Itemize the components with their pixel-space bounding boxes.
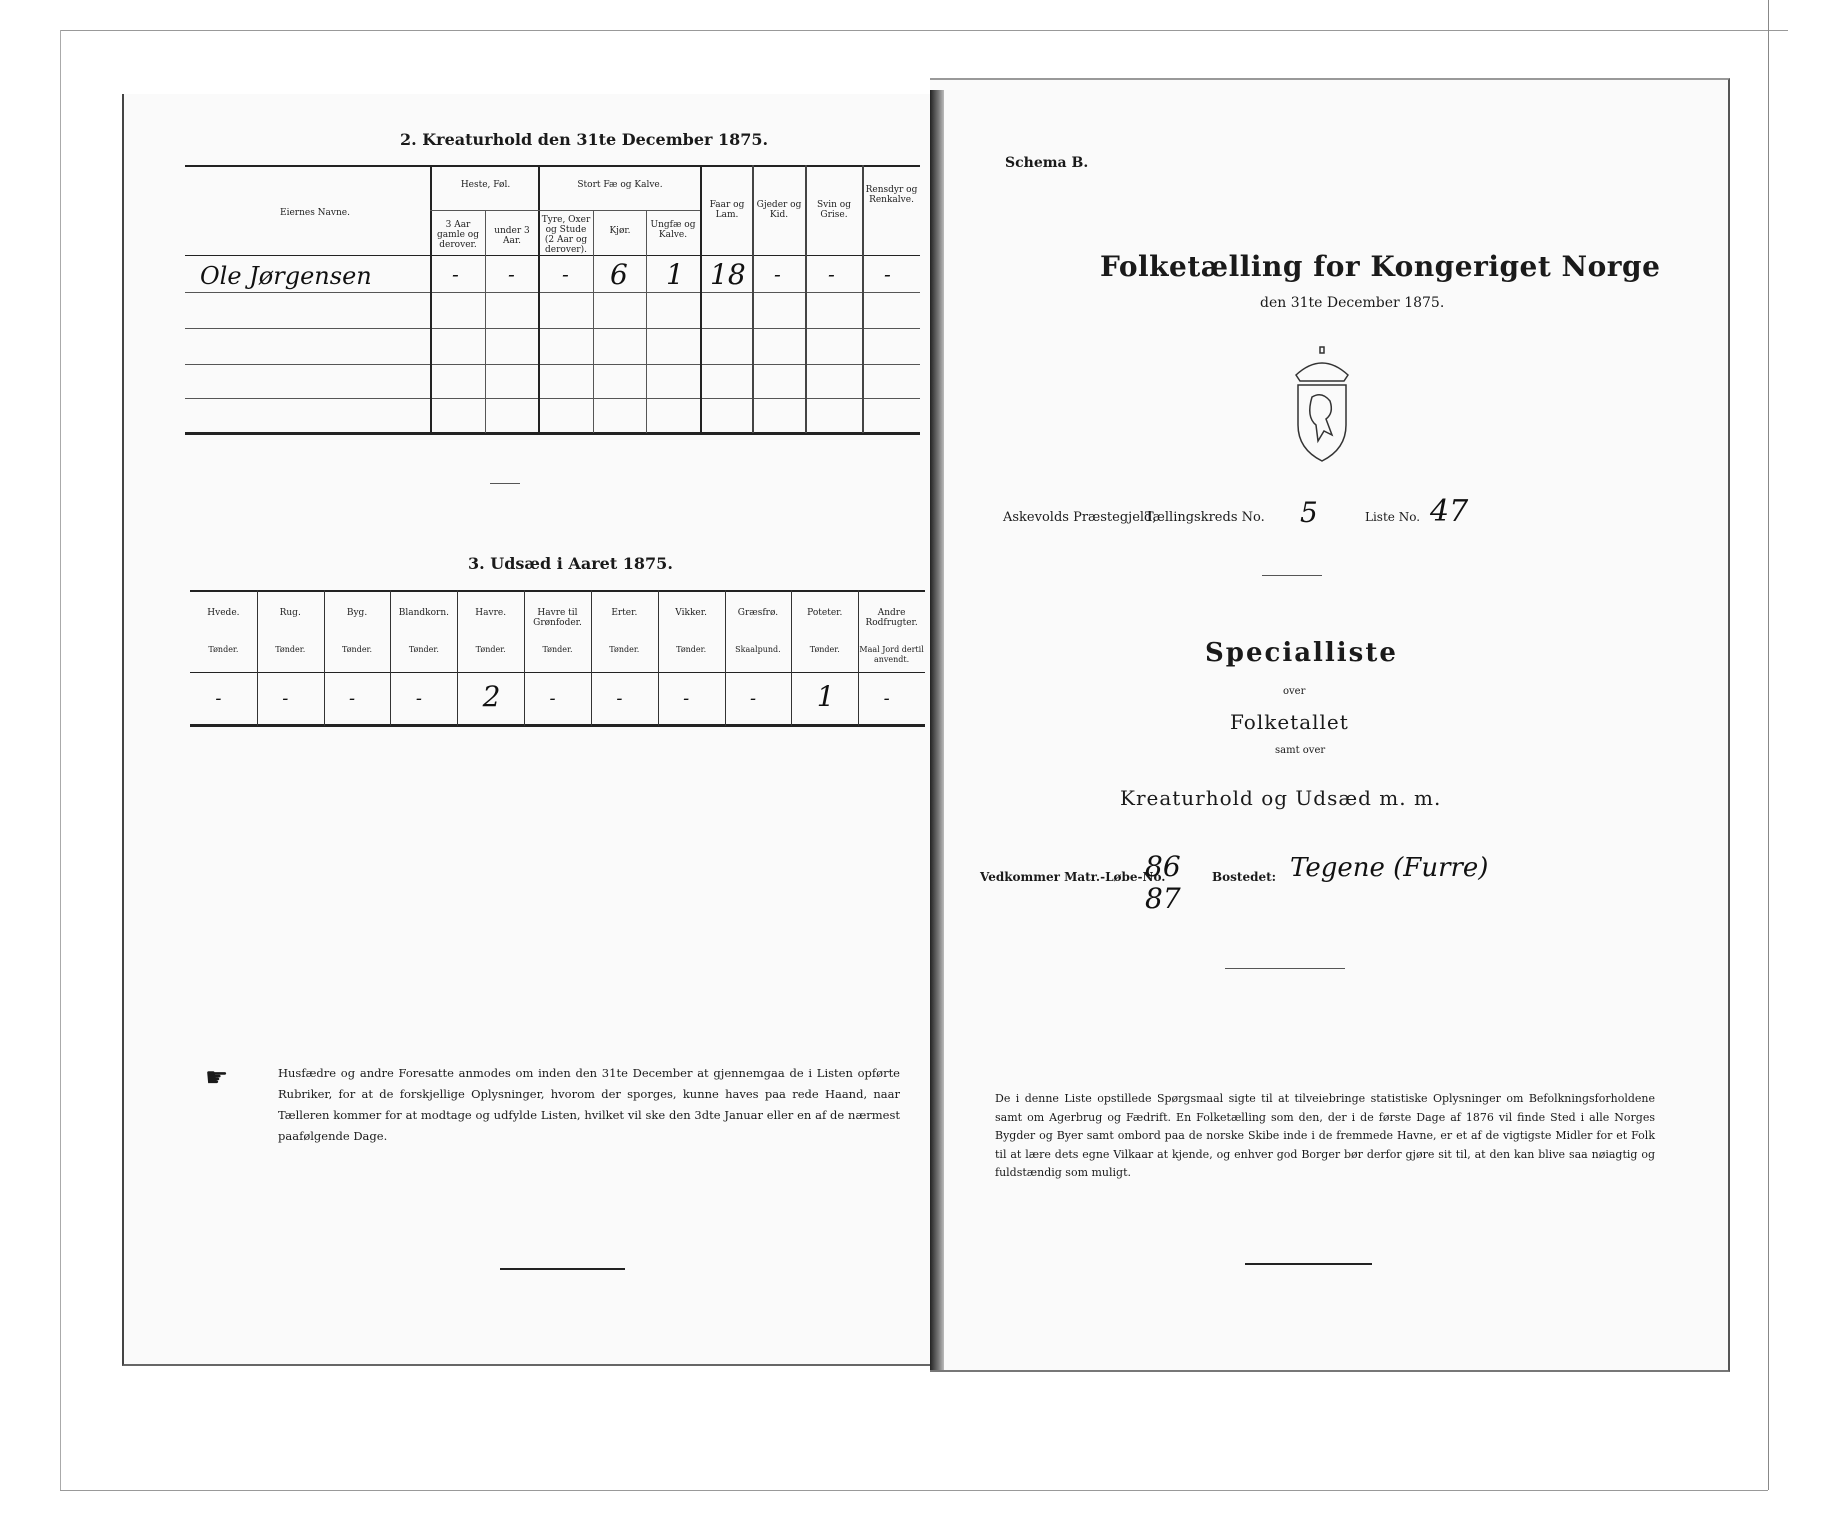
notice-text: Husfædre og andre Foresatte anmodes om inden den 31te December at gjennemgaa de i Listen opførte Rubriker, for at de forskjellige Oplysninger, hvorom der sporges, kunne haves paa rede Haand, naar Tælleren kommer for at modtage og udfylde Listen, hvilket vil ske den 3dte Januar eller en af de nærmest paafølgende Dage. — [278, 1066, 900, 1143]
book-spine — [930, 90, 944, 1370]
seed-unit-9: Tønder. — [809, 645, 840, 654]
footer-text: De i denne Liste opstillede Spørgsmaal sigte til at tilveiebringe statistiske Oplysninger om Befolkningsforholdene samt om Agerbrug og Fædrift. En Folketælling som den, der i de første Dage af 1876 vil finde Sted i alle Norges Bygder og Byer samt ombord paa de norske Skibe inde i de fremmede Havne, er et af de vigtigste Midler for et Folk til at lære dets egne Vilkaar at kjende, og enhver god Borger bør derfor gjøre sit til, at den kan blive saa nøiagtig og fuldstændig som muligt. — [995, 1092, 1655, 1179]
value-tyre: - — [562, 262, 569, 286]
over-text: over — [1283, 686, 1306, 697]
header-rensdyr: Rensdyr og Renkalve. — [865, 185, 918, 205]
prestegjeld-label: Askevolds Præstegjeld, — [1003, 510, 1157, 525]
seed-unit-10: Maal Jord dertil anvendt. — [859, 645, 924, 664]
header-stort-fae: Stort Fæ og Kalve. — [577, 180, 663, 190]
seed-unit-3: Tønder. — [408, 645, 439, 654]
kreaturhold-heading: Kreaturhold og Udsæd m. m. — [1120, 786, 1442, 810]
seed-unit-1: Tønder. — [275, 645, 306, 654]
seed-header-2: Byg. — [346, 608, 368, 618]
seed-value-2: - — [349, 688, 356, 709]
seed-value-10: - — [883, 688, 890, 709]
header-ungfae: Ungfæ og Kalve. — [650, 220, 696, 240]
seed-header-0: Hvede. — [207, 608, 240, 618]
value-kjor: 6 — [610, 258, 628, 291]
document-title: Folketælling for Kongeriget Norge — [1100, 250, 1661, 283]
liste-value: 47 — [1430, 494, 1469, 529]
seed-header-4: Havre. — [475, 608, 507, 618]
specialliste-heading: Specialliste — [1205, 638, 1398, 668]
bosted-label: Bostedet: — [1212, 870, 1277, 884]
header-tyre: Tyre, Oxer og Stude (2 Aar og derover). — [541, 215, 591, 255]
pointing-hand-icon: ☛ — [205, 1063, 229, 1093]
seed-header-6: Erter. — [611, 608, 638, 618]
header-faar: Faar og Lam. — [709, 200, 745, 220]
header-heste-young: under 3 Aar. — [494, 226, 530, 246]
seed-unit-2: Tønder. — [342, 645, 373, 654]
header-heste-old: 3 Aar gamle og derover. — [437, 220, 479, 250]
value-rensdyr: - — [884, 262, 891, 286]
schema-label: Schema B. — [1005, 155, 1089, 171]
seed-value-9: 1 — [816, 680, 835, 713]
seed-header-5: Havre til Grønfoder. — [533, 608, 582, 628]
seed-value-7: - — [683, 688, 690, 709]
folketallet-heading: Folketallet — [1230, 710, 1349, 734]
seed-value-8: - — [749, 688, 757, 709]
seed-header-9: Poteter. — [807, 608, 843, 618]
seed-value-6: - — [616, 688, 623, 709]
seed-unit-4: Tønder. — [475, 645, 506, 654]
seed-unit-5: Tønder. — [542, 645, 573, 654]
seed-header-3: Blandkorn. — [398, 608, 449, 618]
liste-label: Liste No. — [1365, 510, 1421, 524]
seed-value-3: - — [415, 688, 422, 709]
value-heste-young: - — [508, 262, 515, 286]
seed-unit-6: Tønder. — [609, 645, 640, 654]
seed-header-8: Græsfrø. — [737, 608, 779, 618]
value-heste-old: - — [452, 262, 459, 286]
kreds-label: Tællingskreds No. — [1145, 510, 1265, 525]
seed-value-0: - — [215, 688, 222, 709]
value-gjeder: - — [774, 262, 781, 286]
seed-header-10: Andre Rodfrugter. — [865, 608, 918, 628]
seed-value-5: - — [549, 688, 556, 709]
document-date: den 31te December 1875. — [1260, 295, 1445, 311]
header-eiernes-navne: Eiernes Navne. — [280, 208, 350, 218]
seed-unit-0: Tønder. — [208, 645, 239, 654]
owner-name: Ole Jørgensen — [200, 262, 372, 290]
bosted-value: Tegene (Furre) — [1290, 853, 1489, 883]
matr-label: Vedkommer Matr.-Løbe-No. — [980, 870, 1166, 884]
value-svin: - — [828, 262, 835, 286]
seed-value-4: 2 — [482, 680, 501, 713]
seed-value-1: - — [282, 688, 289, 709]
seed-unit-8: Skaalpund. — [735, 645, 781, 654]
value-ungfae: 1 — [666, 258, 684, 291]
seed-header-7: Vikker. — [675, 608, 707, 618]
section3-title: 3. Udsæd i Aaret 1875. — [468, 554, 673, 573]
norwegian-coat-of-arms-icon — [1282, 345, 1362, 465]
seed-header-1: Rug. — [279, 608, 301, 618]
matr-value-1: 86 — [1145, 850, 1181, 883]
header-kjor: Kjør. — [609, 226, 631, 236]
header-gjeder: Gjeder og Kid. — [756, 200, 802, 220]
header-svin: Svin og Grise. — [817, 200, 851, 220]
header-heste: Heste, Føl. — [460, 180, 511, 190]
samt-over-text: samt over — [1275, 745, 1326, 756]
value-faar: 18 — [710, 258, 746, 291]
kreds-value: 5 — [1300, 496, 1318, 529]
matr-value-2: 87 — [1145, 882, 1181, 915]
section2-title: 2. Kreaturhold den 31te December 1875. — [400, 130, 769, 149]
seed-unit-7: Tønder. — [676, 645, 707, 654]
